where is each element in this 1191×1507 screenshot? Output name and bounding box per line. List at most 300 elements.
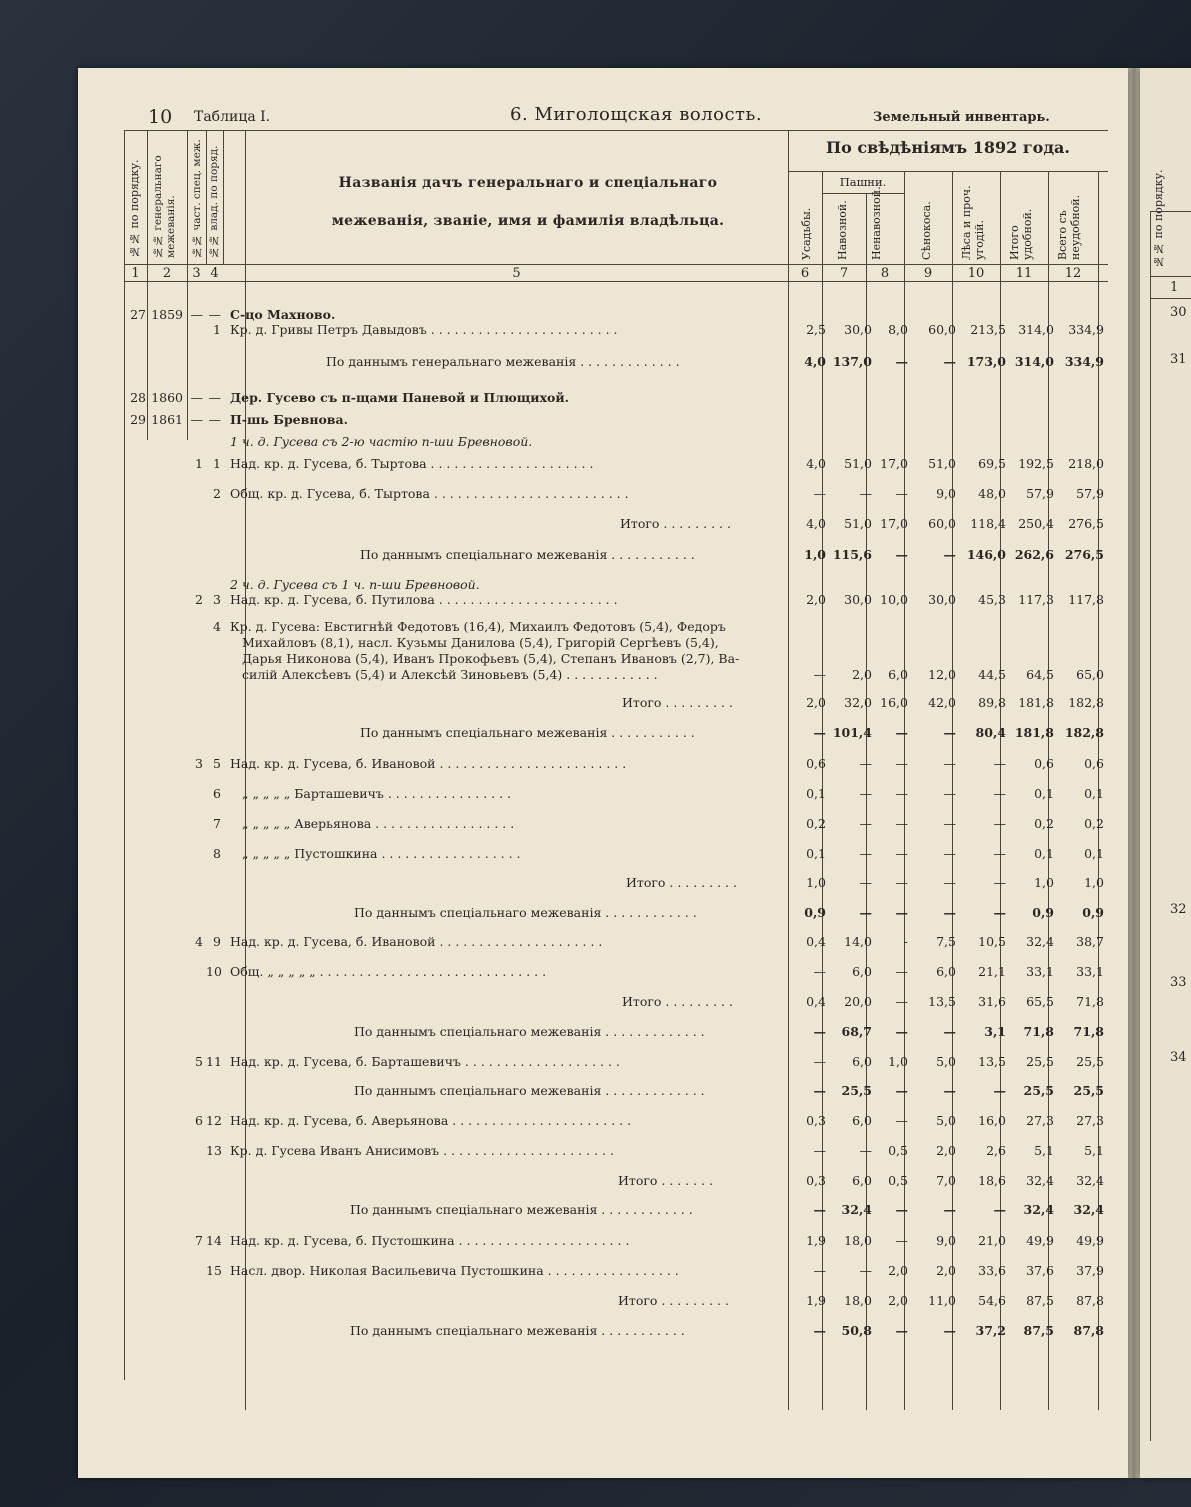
cell-value: — xyxy=(993,875,1006,890)
column-number-4: 4 xyxy=(210,266,219,281)
table-row xyxy=(124,454,1124,474)
cell-value: — xyxy=(943,1323,956,1338)
row-label: „ „ „ „ „ Аверьянова . . . . . . . . . . . . . . . . . . xyxy=(242,816,515,831)
cell-value: 218,0 xyxy=(1068,456,1104,471)
cell-value: 262,6 xyxy=(1014,547,1054,562)
cell-value: 9,0 xyxy=(936,486,956,501)
column-group-header-1892: По свѣдѣніямъ 1892 года. xyxy=(826,138,1070,157)
column-number-11: 11 xyxy=(1015,266,1033,281)
cell-value: 314,0 xyxy=(1014,354,1054,369)
table-row xyxy=(124,1111,1124,1131)
cell-value: — xyxy=(943,786,956,801)
cell-c1: 28 xyxy=(130,390,146,405)
cell-value: 2,0 xyxy=(852,667,872,682)
cell-value: 33,6 xyxy=(978,1263,1006,1278)
row-label: Итого . . . . . . . . . xyxy=(618,1293,729,1308)
cell-value: — xyxy=(993,816,1006,831)
cell-c4: 14 xyxy=(206,1233,222,1248)
cell-value: 32,4 xyxy=(841,1202,872,1217)
cell-value: 32,0 xyxy=(844,695,872,710)
column-header-grand-total: Всего съ неудобной. xyxy=(1056,194,1082,260)
cell-value: 0,2 xyxy=(806,816,826,831)
column-header-manured: Навозной. xyxy=(836,200,849,260)
cell-value: 2,0 xyxy=(888,1263,908,1278)
next-page-row-number: 31 xyxy=(1170,352,1187,367)
cell-c4: 8 xyxy=(213,846,221,861)
column-group-header-arable: Пашни. xyxy=(839,175,887,189)
cell-value: 38,7 xyxy=(1076,934,1104,949)
cell-c4: 1 xyxy=(213,322,221,337)
cell-value: — xyxy=(895,1083,908,1098)
cell-value: 18,0 xyxy=(844,1293,872,1308)
cell-c4: 3 xyxy=(213,592,221,607)
cell-value: 0,1 xyxy=(1084,846,1104,861)
cell-value: 1,9 xyxy=(806,1233,826,1248)
cell-value: 192,5 xyxy=(1018,456,1054,471)
cell-value: 0,1 xyxy=(1034,846,1054,861)
cell-value: 0,2 xyxy=(1034,816,1054,831)
cell-c3: 4 xyxy=(195,934,203,949)
row-label: Михайловъ (8,1), насл. Кузьмы Данилова (5,4), Григорій Сергѣевъ (5,4), xyxy=(242,635,719,650)
cell-value: 117,3 xyxy=(1018,592,1054,607)
cell-value: 44,5 xyxy=(978,667,1006,682)
cell-value: — xyxy=(859,1143,872,1158)
cell-value: 32,4 xyxy=(1026,1173,1054,1188)
cell-value: 33,1 xyxy=(1076,964,1104,979)
page-number: 10 xyxy=(148,106,173,128)
cell-c2: 1859 xyxy=(151,307,183,322)
row-label: По даннымъ спеціальнаго межеванія . . . . . . . . . . . xyxy=(360,725,695,740)
table-row xyxy=(124,1081,1124,1101)
cell-c3: — xyxy=(190,412,203,427)
cell-value: 18,0 xyxy=(844,1233,872,1248)
cell-value: — xyxy=(859,486,872,501)
cell-value: 334,9 xyxy=(1064,354,1104,369)
table-row xyxy=(124,1141,1124,1161)
cell-value: — xyxy=(895,1233,908,1248)
cell-value: — xyxy=(813,1323,826,1338)
next-page-row-number: 32 xyxy=(1170,902,1187,917)
cell-c3: — xyxy=(190,307,203,322)
cell-value: 60,0 xyxy=(928,516,956,531)
cell-value: 71,8 xyxy=(1073,1024,1104,1039)
table-row xyxy=(124,1291,1124,1311)
column-header-owner-order: №№ влад. по поряд. xyxy=(208,145,220,258)
cell-value: 1,0 xyxy=(1034,875,1054,890)
cell-value: 0,6 xyxy=(1084,756,1104,771)
cell-c3: 3 xyxy=(195,756,203,771)
cell-value: 10,0 xyxy=(880,592,908,607)
cell-value: — xyxy=(813,1024,826,1039)
document-page xyxy=(78,68,1128,1478)
cell-value: 2,0 xyxy=(888,1293,908,1308)
cell-value: 6,0 xyxy=(852,1054,872,1069)
table-row xyxy=(124,352,1124,372)
table-row xyxy=(124,962,1124,982)
cell-value: — xyxy=(943,354,956,369)
cell-value: 8,0 xyxy=(888,322,908,337)
cell-value: 2,0 xyxy=(806,592,826,607)
cell-value: 0,4 xyxy=(806,934,826,949)
cell-value: 0,1 xyxy=(1084,786,1104,801)
cell-value: 7,5 xyxy=(936,934,956,949)
cell-value: 69,5 xyxy=(978,456,1006,471)
cell-value: 6,0 xyxy=(936,964,956,979)
cell-value: 0,3 xyxy=(806,1173,826,1188)
cell-value: — xyxy=(895,994,908,1009)
cell-value: 7,0 xyxy=(936,1173,956,1188)
cell-value: 17,0 xyxy=(880,456,908,471)
cell-value: 6,0 xyxy=(888,667,908,682)
cell-c4: 10 xyxy=(206,964,222,979)
cell-value: — xyxy=(895,486,908,501)
cell-value: — xyxy=(813,1143,826,1158)
row-label: По даннымъ спеціальнаго межеванія . . . . . . . . . . . . xyxy=(354,905,697,920)
cell-value: — xyxy=(993,1202,1006,1217)
cell-c3: — xyxy=(190,390,203,405)
cell-value: — xyxy=(813,725,826,740)
row-label: По даннымъ генеральнаго межеванія . . . . . . . . . . . . . xyxy=(326,354,680,369)
cell-c1: 29 xyxy=(130,412,146,427)
cell-value: 57,9 xyxy=(1076,486,1104,501)
cell-value: 4,0 xyxy=(806,516,826,531)
cell-value: 2,6 xyxy=(986,1143,1006,1158)
cell-value: 25,5 xyxy=(1073,1083,1104,1098)
cell-value: 45,3 xyxy=(978,592,1006,607)
table-row xyxy=(124,903,1124,923)
next-page-edge xyxy=(1140,68,1191,1478)
cell-value: — xyxy=(813,1083,826,1098)
column-number-9: 9 xyxy=(923,266,933,281)
cell-value: 0,1 xyxy=(1034,786,1054,801)
cell-value: 13,5 xyxy=(928,994,956,1009)
table-row xyxy=(124,1321,1124,1341)
cell-value: 1,0 xyxy=(804,547,826,562)
cell-value: — xyxy=(895,964,908,979)
cell-value: 30,0 xyxy=(844,322,872,337)
page-title: 6. Миголощская волость. xyxy=(510,104,763,125)
column-header-names: Названія дачъ генеральнаго и спеціальнаго межеванія, званіе, имя и фамилія владѣльца. xyxy=(331,175,725,229)
cell-value: 32,4 xyxy=(1073,1202,1104,1217)
row-label: Над. кр. д. Гусева, б. Тыртова . . . . . . . . . . . . . . . . . . . . . xyxy=(230,456,594,471)
cell-value: — xyxy=(813,667,826,682)
cell-value: 314,0 xyxy=(1018,322,1054,337)
column-number-7: 7 xyxy=(839,266,849,281)
cell-value: 6,0 xyxy=(852,964,872,979)
row-label: Над. кр. д. Гусева, б. Ивановой . . . . . . . . . . . . . . . . . . . . . xyxy=(230,934,603,949)
row-label: По даннымъ спеціальнаго межеванія . . . . . . . . . . . xyxy=(360,547,695,562)
cell-value: 87,5 xyxy=(1026,1293,1054,1308)
row-label: Над. кр. д. Гусева, б. Аверьянова . . . . . . . . . . . . . . . . . . . . . . . xyxy=(230,1113,632,1128)
cell-value: 80,4 xyxy=(975,725,1006,740)
cell-value: 5,1 xyxy=(1034,1143,1054,1158)
cell-value: — xyxy=(895,756,908,771)
cell-value: 14,0 xyxy=(844,934,872,949)
row-label: Над. кр. д. Гусева, б. Барташевичъ . . . . . . . . . . . . . . . . . . . . xyxy=(230,1054,620,1069)
row-label: Над. кр. д. Гусева, б. Пустошкина . . . . . . . . . . . . . . . . . . . . . . xyxy=(230,1233,630,1248)
cell-c4: — xyxy=(208,307,221,322)
next-page-row-number: 34 xyxy=(1170,1050,1187,1065)
cell-value: — xyxy=(859,786,872,801)
cell-value: 6,0 xyxy=(852,1113,872,1128)
cell-value: 2,0 xyxy=(936,1263,956,1278)
cell-c4: — xyxy=(208,390,221,405)
cell-value: 48,0 xyxy=(978,486,1006,501)
cell-value: 32,4 xyxy=(1076,1173,1104,1188)
cell-c3: 1 xyxy=(195,456,203,471)
cell-value: — xyxy=(859,905,872,920)
cell-value: 2,0 xyxy=(936,1143,956,1158)
next-page-column-header: №№ по порядку. xyxy=(1152,169,1165,268)
cell-value: 1,0 xyxy=(806,875,826,890)
cell-value: — xyxy=(895,1323,908,1338)
section-title: Земельный инвентарь. xyxy=(873,110,1050,125)
cell-value: 0,5 xyxy=(888,1143,908,1158)
cell-value: — xyxy=(859,816,872,831)
column-header-general-survey: №№ генеральнаго межеванія. xyxy=(152,155,177,258)
cell-value: — xyxy=(859,846,872,861)
cell-c4: 15 xyxy=(206,1263,222,1278)
table-row xyxy=(124,844,1124,864)
column-number-3: 3 xyxy=(192,266,201,281)
cell-value: 25,5 xyxy=(841,1083,872,1098)
row-label: По даннымъ спеціальнаго межеванія . . . . . . . . . . . xyxy=(350,1323,685,1338)
cell-value: — xyxy=(993,905,1006,920)
cell-c4: 13 xyxy=(206,1143,222,1158)
table-row xyxy=(124,992,1124,1012)
cell-value: 32,4 xyxy=(1026,934,1054,949)
table-row xyxy=(124,432,1124,452)
row-label: силій Алексѣевъ (5,4) и Алексѣй Зиновьевъ (5,4) . . . . . . . . . . . . xyxy=(242,667,658,682)
cell-value: 64,5 xyxy=(1026,667,1054,682)
table-row xyxy=(124,590,1124,610)
cell-value: 4,0 xyxy=(804,354,826,369)
cell-value: — xyxy=(813,1263,826,1278)
row-label: Итого . . . . . . . xyxy=(618,1173,714,1188)
table-row xyxy=(124,784,1124,804)
cell-value: 10,5 xyxy=(978,934,1006,949)
cell-value: — xyxy=(943,816,956,831)
cell-value: 17,0 xyxy=(880,516,908,531)
cell-value: 60,0 xyxy=(928,322,956,337)
table-row xyxy=(124,410,1124,430)
row-label: 2 ч. д. Гусева съ 1 ч. п-ши Бревновой. xyxy=(230,577,480,592)
row-label: Итого . . . . . . . . . xyxy=(622,695,733,710)
cell-value: 32,4 xyxy=(1023,1202,1054,1217)
cell-value: 30,0 xyxy=(844,592,872,607)
cell-c4: 7 xyxy=(213,816,221,831)
row-label: Итого . . . . . . . . . xyxy=(622,994,733,1009)
cell-value: — xyxy=(895,547,908,562)
column-number-2: 2 xyxy=(162,266,172,281)
cell-c4: 9 xyxy=(213,934,221,949)
row-label: „ „ „ „ „ Пустошкина . . . . . . . . . . . . . . . . . . xyxy=(242,846,521,861)
cell-value: 4,0 xyxy=(806,456,826,471)
cell-value: — xyxy=(859,756,872,771)
cell-value: 89,8 xyxy=(978,695,1006,710)
cell-value: 37,9 xyxy=(1076,1263,1104,1278)
cell-value: — xyxy=(943,905,956,920)
cell-value: 87,5 xyxy=(1023,1323,1054,1338)
cell-value: 50,8 xyxy=(841,1323,872,1338)
cell-c4: 2 xyxy=(213,486,221,501)
cell-value: — xyxy=(813,1054,826,1069)
cell-value: — xyxy=(943,1083,956,1098)
cell-value: 118,4 xyxy=(970,516,1006,531)
column-number-8: 8 xyxy=(880,266,890,281)
cell-value: 27,3 xyxy=(1026,1113,1054,1128)
cell-value: - xyxy=(903,934,908,949)
cell-value: 250,4 xyxy=(1018,516,1054,531)
cell-value: 213,5 xyxy=(970,322,1006,337)
table-row xyxy=(124,723,1124,743)
table-label: Таблица I. xyxy=(194,109,271,125)
cell-value: 51,0 xyxy=(844,516,872,531)
next-page-column-number: 1 xyxy=(1170,280,1179,295)
table-row xyxy=(124,1200,1124,1220)
cell-value: — xyxy=(813,964,826,979)
table-row xyxy=(124,388,1124,408)
cell-value: 20,0 xyxy=(844,994,872,1009)
cell-value: 0,6 xyxy=(806,756,826,771)
cell-value: 0,9 xyxy=(1082,905,1104,920)
cell-value: — xyxy=(895,846,908,861)
next-page-row-number: 33 xyxy=(1170,975,1187,990)
cell-value: 49,9 xyxy=(1026,1233,1054,1248)
cell-value: — xyxy=(859,875,872,890)
column-header-unmanured: Ненавозной. xyxy=(870,186,883,260)
row-label: Общ. кр. д. Гусева, б. Тыртова . . . . . . . . . . . . . . . . . . . . . . . . . xyxy=(230,486,629,501)
row-label: „ „ „ „ „ Барташевичъ . . . . . . . . . . . . . . . . xyxy=(242,786,512,801)
cell-value: 31,6 xyxy=(978,994,1006,1009)
cell-value: 71,8 xyxy=(1023,1024,1054,1039)
cell-value: 65,5 xyxy=(1026,994,1054,1009)
row-label: Итого . . . . . . . . . xyxy=(626,875,737,890)
cell-c1: 27 xyxy=(130,307,146,322)
cell-value: — xyxy=(993,846,1006,861)
table-row xyxy=(124,1231,1124,1251)
cell-value: 0,5 xyxy=(888,1173,908,1188)
cell-value: 276,5 xyxy=(1068,516,1104,531)
cell-value: 6,0 xyxy=(852,1173,872,1188)
cell-value: 117,8 xyxy=(1068,592,1104,607)
cell-value: 101,4 xyxy=(832,725,872,740)
cell-value: — xyxy=(895,875,908,890)
cell-value: 54,6 xyxy=(978,1293,1006,1308)
cell-value: 1,0 xyxy=(888,1054,908,1069)
cell-value: 27,3 xyxy=(1076,1113,1104,1128)
row-label: Кр. д. Гривы Петръ Давыдовъ . . . . . . . . . . . . . . . . . . . . . . . . xyxy=(230,322,618,337)
cell-value: — xyxy=(859,1263,872,1278)
cell-value: 37,2 xyxy=(975,1323,1006,1338)
cell-value: — xyxy=(895,354,908,369)
cell-value: 3,1 xyxy=(984,1024,1006,1039)
row-label: П-шь Бревнова. xyxy=(230,412,348,427)
table-row xyxy=(124,1022,1124,1042)
table-row xyxy=(124,1261,1124,1281)
cell-value: 115,6 xyxy=(832,547,872,562)
cell-value: 21,1 xyxy=(978,964,1006,979)
cell-c2: 1860 xyxy=(151,390,183,405)
cell-value: 1,0 xyxy=(1084,875,1104,890)
column-header-forests: Лѣса и проч. угодій. xyxy=(960,185,986,260)
cell-value: — xyxy=(895,1202,908,1217)
cell-c4: 4 xyxy=(213,619,221,634)
table-row xyxy=(124,873,1124,893)
book-gutter xyxy=(1128,68,1140,1478)
row-label: Итого . . . . . . . . . xyxy=(620,516,731,531)
row-label: С-цо Махново. xyxy=(230,307,336,322)
column-number-12: 12 xyxy=(1064,266,1082,281)
cell-value: 68,7 xyxy=(841,1024,872,1039)
cell-value: 21,0 xyxy=(978,1233,1006,1248)
cell-value: 65,0 xyxy=(1076,667,1104,682)
cell-c3: 7 xyxy=(195,1233,203,1248)
cell-value: 57,9 xyxy=(1026,486,1054,501)
row-label: 1 ч. д. Гусева съ 2-ю частію п-ши Бревновой. xyxy=(230,434,533,449)
cell-value: 87,8 xyxy=(1073,1323,1104,1338)
cell-value: 1,9 xyxy=(806,1293,826,1308)
cell-value: — xyxy=(943,875,956,890)
cell-value: 13,5 xyxy=(978,1054,1006,1069)
cell-value: 37,6 xyxy=(1026,1263,1054,1278)
cell-c3: 6 xyxy=(195,1113,203,1128)
row-label: Дарья Никонова (5,4), Иванъ Прокофьевъ (5,4), Степанъ Ивановъ (2,7), Ва- xyxy=(242,651,740,666)
cell-value: 25,5 xyxy=(1076,1054,1104,1069)
cell-value: — xyxy=(895,816,908,831)
cell-c4: 12 xyxy=(206,1113,222,1128)
row-label: По даннымъ спеціальнаго межеванія . . . . . . . . . . . . . xyxy=(354,1083,705,1098)
table-row xyxy=(124,665,1124,685)
cell-value: 25,5 xyxy=(1026,1054,1054,1069)
cell-value: 2,5 xyxy=(806,322,826,337)
row-label: Над. кр. д. Гусева, б. Ивановой . . . . . . . . . . . . . . . . . . . . . . . . xyxy=(230,756,627,771)
table-row xyxy=(124,320,1124,340)
cell-value: 87,8 xyxy=(1076,1293,1104,1308)
next-page-row-number: 30 xyxy=(1170,305,1187,320)
cell-value: 0,3 xyxy=(806,1113,826,1128)
column-number-6: 6 xyxy=(800,266,810,281)
table-row xyxy=(124,1052,1124,1072)
cell-value: — xyxy=(993,1083,1006,1098)
column-header-hayfields: Сѣнокоса. xyxy=(920,201,933,260)
cell-value: 5,0 xyxy=(936,1113,956,1128)
cell-value: 25,5 xyxy=(1023,1083,1054,1098)
cell-value: — xyxy=(993,786,1006,801)
cell-value: 2,0 xyxy=(806,695,826,710)
cell-value: 18,6 xyxy=(978,1173,1006,1188)
cell-value: 0,9 xyxy=(804,905,826,920)
cell-value: 182,8 xyxy=(1068,695,1104,710)
table-row xyxy=(124,932,1124,952)
cell-value: — xyxy=(813,1202,826,1217)
column-header-arable-total: Итого удобной. xyxy=(1008,208,1034,260)
table-row xyxy=(124,484,1124,504)
cell-value: 181,8 xyxy=(1018,695,1054,710)
cell-value: 276,5 xyxy=(1064,547,1104,562)
cell-value: 30,0 xyxy=(928,592,956,607)
cell-value: — xyxy=(895,1113,908,1128)
cell-value: — xyxy=(993,756,1006,771)
table-row xyxy=(124,1171,1124,1191)
row-label: Насл. двор. Николая Васильевича Пустошкина . . . . . . . . . . . . . . . . . xyxy=(230,1263,679,1278)
cell-value: 71,8 xyxy=(1076,994,1104,1009)
cell-value: — xyxy=(943,725,956,740)
cell-c4: 5 xyxy=(213,756,221,771)
cell-value: 33,1 xyxy=(1026,964,1054,979)
cell-value: — xyxy=(943,846,956,861)
cell-c3: 5 xyxy=(195,1054,203,1069)
